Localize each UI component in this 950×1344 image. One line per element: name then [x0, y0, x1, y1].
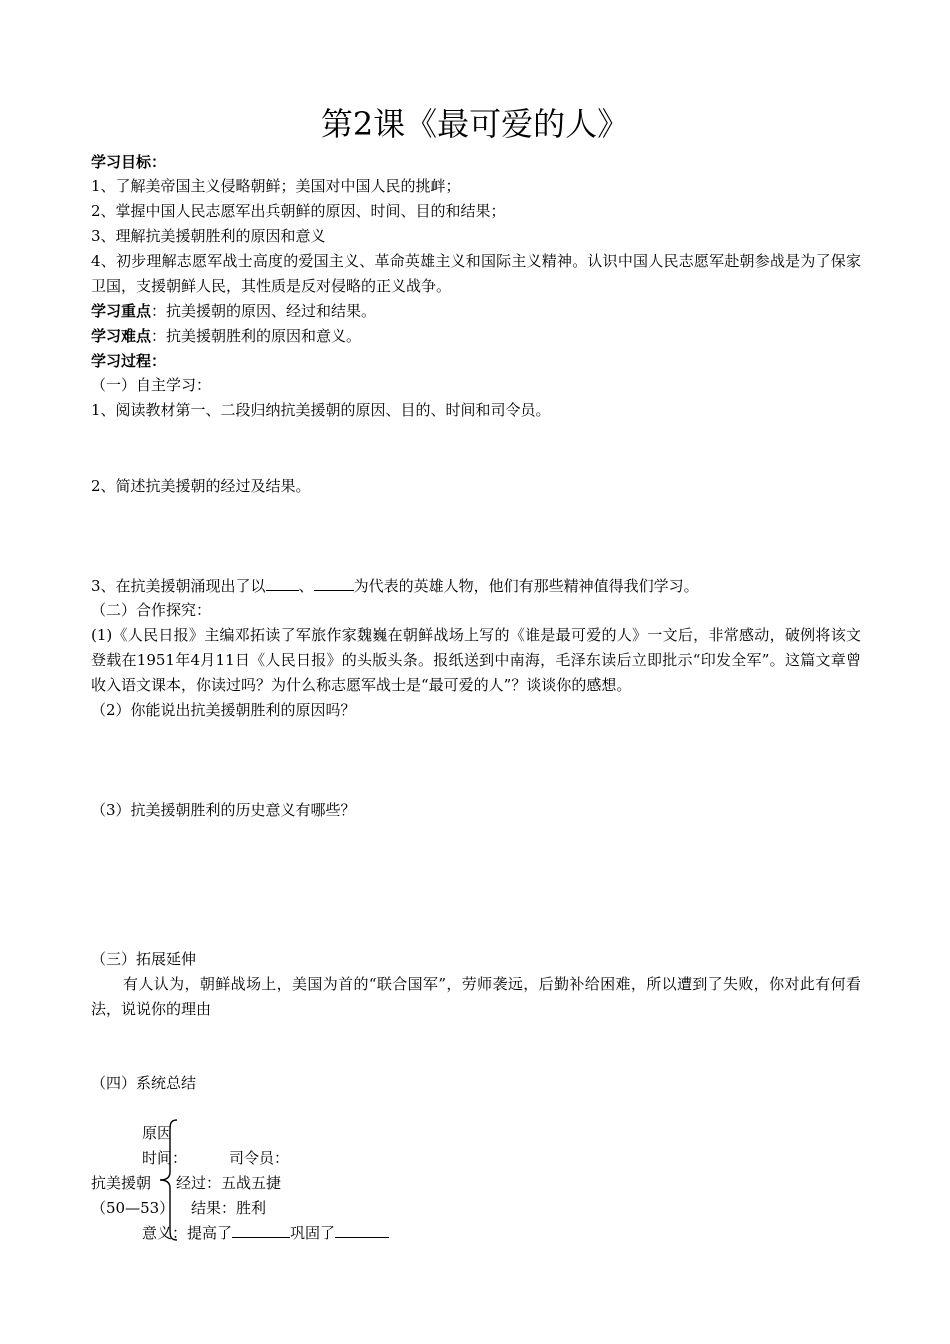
extension-text: 有人认为，朝鲜战场上，美国为首的“联合国军”，劳师袭远，后勤补给困难，所以遭到了失败，你对此有何看法，说说你的理由 — [91, 975, 861, 1018]
hero-blank-1[interactable] — [266, 574, 299, 591]
summary-cause: 原因 — [142, 1124, 173, 1142]
hero-blank-2[interactable] — [314, 574, 354, 591]
cooperative-question-2: （2）你能说出抗美援朝胜利的原因吗？ — [91, 701, 356, 719]
focus-line — [91, 299, 861, 324]
question-3-separator: 、 — [298, 577, 314, 595]
question-3-text-c: 为代表的英雄人物，他们有那些精神值得我们学习。 — [353, 577, 699, 595]
objective-item-1: 1、了解美帝国主义侵略朝鲜；美国对中国人民的挑衅； — [91, 177, 461, 195]
self-study-question-1: 1、阅读教材第一、二段归纳抗美援朝的原因、目的、时间和司令员。 — [91, 401, 551, 419]
difficulty-label: 学习难点 — [91, 327, 152, 345]
summary-significance — [142, 1221, 389, 1246]
self-study-question-3 — [91, 574, 861, 599]
consolidated-blank[interactable] — [335, 1221, 389, 1238]
self-study-heading: （一）自主学习： — [91, 376, 212, 394]
summary-root: 抗美援朝 — [91, 1174, 152, 1192]
summary-result: 结果：胜利 — [191, 1199, 267, 1217]
focus-label: 学习重点 — [91, 302, 152, 320]
process-heading: 学习过程： — [91, 352, 167, 370]
summary-process: 经过：五战五捷 — [176, 1174, 282, 1192]
difficulty-line — [91, 324, 861, 349]
objective-item-3: 3、理解抗美援朝胜利的原因和意义 — [91, 227, 326, 245]
question-3-text-a: 3、在抗美援朝涌现出了以 — [91, 577, 266, 595]
focus-text: ：抗美援朝的原因、经过和结果。 — [151, 302, 377, 320]
summary-brace — [158, 1118, 178, 1242]
improved-blank[interactable] — [232, 1221, 290, 1238]
cooperative-question-1: (1)《人民日报》主编邓拓读了军旅作家魏巍在朝鲜战场上写的《谁是最可爱的人》一文后，非常感动，破例将该文登载在1951年4月11日《人民日报》的头版头条。报纸送到中南海，毛泽东读后立即批示“印发全军”。这篇文章曾收入语文课本，你读过吗？为什么称志愿军战士是“最可爱的人”？谈谈你的感想。 — [91, 626, 861, 694]
summary-years: （50—53） — [91, 1199, 175, 1217]
cooperative-heading: （二）合作探究： — [91, 601, 212, 619]
page-title: 第2课《最可爱的人》 — [320, 105, 630, 143]
objectives-heading: 学习目标： — [91, 153, 167, 171]
objective-item-2: 2、掌握中国人民志愿军出兵朝鲜的原因、时间、目的和结果； — [91, 202, 506, 220]
consolidated-text: 巩固了 — [290, 1224, 336, 1242]
summary-commander: 司令员： — [229, 1149, 290, 1167]
extension-heading: （三）拓展延伸 — [91, 950, 197, 968]
self-study-question-2: 2、简述抗美援朝的经过及结果。 — [91, 477, 311, 495]
objective-item-4: 4、初步理解志愿军战士高度的爱国主义、革命英雄主义和国际主义精神。认识中国人民志愿军赴朝参战是为了保家卫国，支援朝鲜人民，其性质是反对侵略的正义战争。 — [91, 252, 861, 295]
cooperative-question-3: （3）抗美援朝胜利的历史意义有哪些？ — [91, 801, 356, 819]
summary-time: 时间： — [142, 1149, 188, 1167]
improved-text: 提高了 — [187, 1224, 233, 1242]
significance-label: 意义： — [142, 1224, 188, 1242]
difficulty-text: ：抗美援朝胜利的原因和意义。 — [151, 327, 362, 345]
summary-heading: （四）系统总结 — [91, 1074, 197, 1092]
